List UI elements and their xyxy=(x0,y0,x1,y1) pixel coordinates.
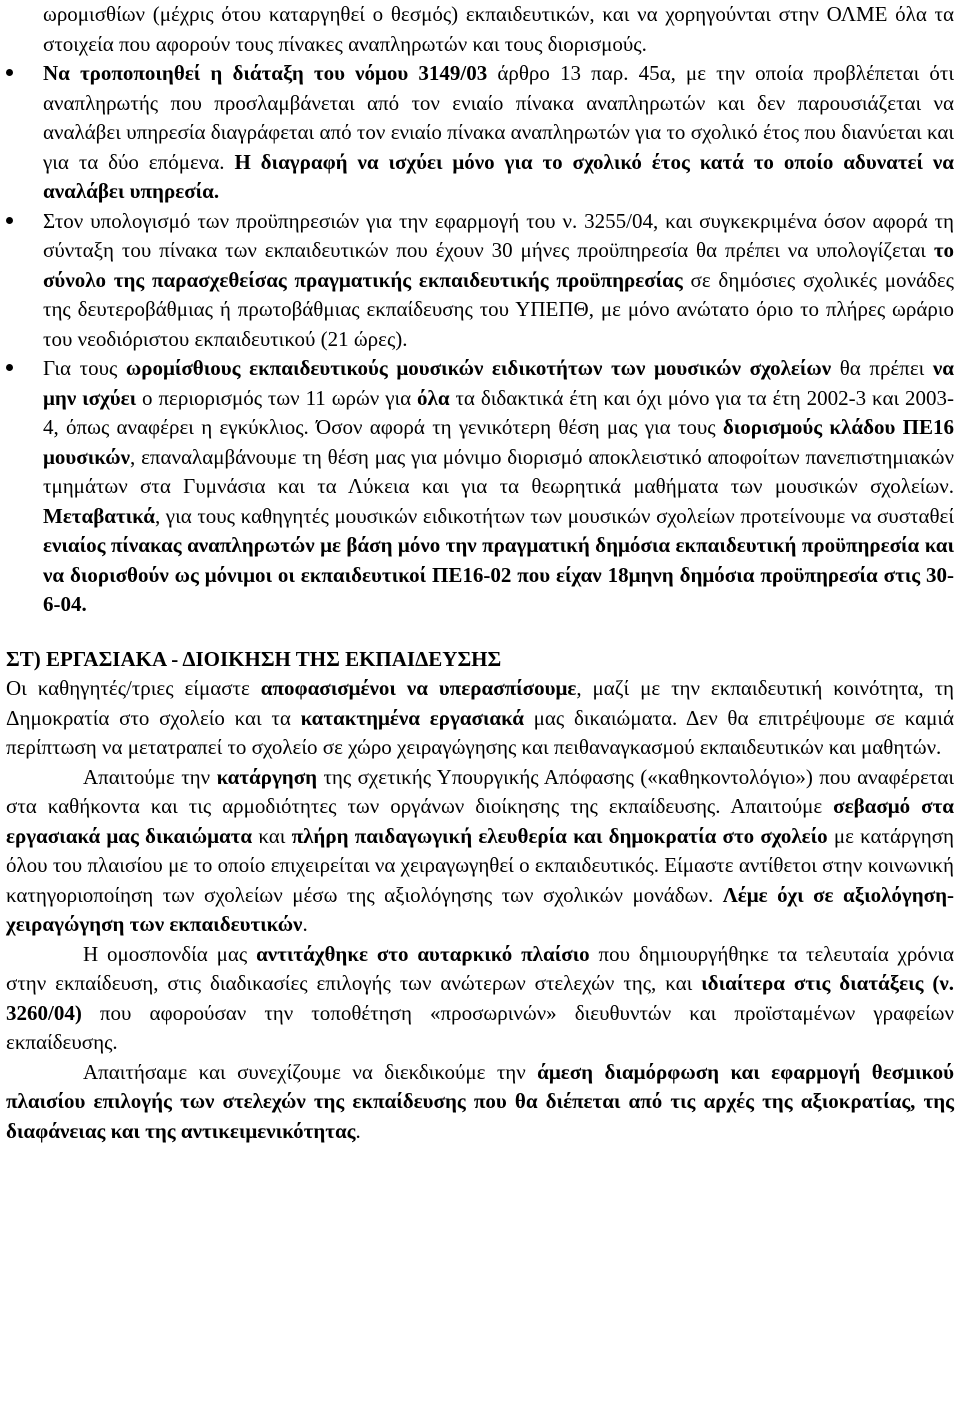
body-text: . xyxy=(355,1118,361,1143)
body-text: Η ομοσπονδία μας xyxy=(83,941,257,966)
body-text: με κατάργηση όλου του πλαισίου με το οποίο επιχειρείται να χειραγωγηθεί ο εκπαιδευτικός. Είμαστε αντίθετοι στην κοινωνική κατηγοριοποίηση των σχολείων μέσω της αξιολόγησης των σχολικών μονάδων. xyxy=(6,823,955,907)
bold-text: αποφασισμένοι να υπερασπίσουμε xyxy=(260,676,577,700)
body-text: ο περιορισμός των 11 ωρών για xyxy=(136,385,418,410)
list-item-music-teachers xyxy=(6,354,954,620)
body-text: και xyxy=(252,823,292,848)
bold-text: το σύνολο της παρασχεθείσας πραγματικής εκπαιδευτικής προϋπηρεσίας xyxy=(43,238,954,292)
paragraph-federation xyxy=(6,940,954,1058)
body-text: Οι καθηγητές/τριες είμαστε xyxy=(6,676,261,700)
body-text: θα πρέπει xyxy=(831,356,933,380)
bold-text: κατάργηση xyxy=(216,764,318,789)
bold-text: ενιαίος πίνακας αναπληρωτών με βάση μόνο την πραγματική δημόσια εκπαιδευτική προϋπηρεσία και να διορισθούν ως μόνιμοι οι εκπαιδευτικοί ΠΕ16-02 που είχαν 18μηνη δημόσια προϋπηρεσία στις 30-6-04. xyxy=(43,533,954,616)
body-text: της σχετικής Υπουργικής Απόφασης («καθηκοντολόγιο») που αναφέρεται στα καθήκοντα και τις αρμοδιότητες των οργάνων διοίκησης της εκπαίδευσης. Απαιτούμε xyxy=(6,764,954,818)
bold-text: Να τροποποιηθεί η διάταξη του νόμου 3149/03 xyxy=(43,61,488,85)
body-text: Στον υπολογισμό των προϋπηρεσιών για την εφαρμογή του ν. 3255/04, και συγκεκριμένα όσον αφορά τη σύνταξη του πίνακα των εκπαιδευτικών που έχουν 30 μήνες προϋπηρεσία θα πρέπει να υπολογίζεται xyxy=(43,208,954,262)
body-text: , επαναλαμβάνουμε τη θέση μας για μόνιμο διορισμό αποκλειστικό αποφοίτων πανεπιστημιακών τμημάτων στα Γυμνάσια και τα Λύκεια και για τα θεωρητικά μαθήματα των μουσικών σχολείων. xyxy=(43,444,954,498)
body-text: Απαιτούμε την xyxy=(83,764,217,789)
body-text: , μαζί με την εκπαιδευτική κοινότητα, τη Δημοκρατία στο σχολείο και τα xyxy=(6,676,955,730)
bold-text: Μεταβατικά xyxy=(43,503,155,528)
body-text: , για τους καθηγητές μουσικών ειδικοτήτων των μουσικών σχολείων προτείνουμε να συσταθεί xyxy=(154,503,954,528)
paragraph-demands xyxy=(6,1058,954,1147)
bold-text: ωρομίσθιους εκπαιδευτικούς μουσικών ειδικοτήτων των μουσικών σχολείων xyxy=(125,356,832,380)
bullet-dot-icon xyxy=(6,217,13,224)
body-text: Για τους xyxy=(43,356,126,380)
bold-text: όλα xyxy=(417,385,450,410)
body-text: Απαιτήσαμε και συνεχίζουμε να διεκδικούμε την xyxy=(83,1059,538,1084)
bullet-dot-icon xyxy=(6,69,13,76)
bold-text: πλήρη παιδαγωγική ελευθερία και δημοκρατία στο σχολείο xyxy=(291,823,828,848)
bullet-dot-icon xyxy=(6,364,13,371)
body-text: μας δικαιώματα. Δεν θα επιτρέψουμε σε καμιά περίπτωση να μετατραπεί το σχολείο σε χώρο χειραγώγησης και πειθαναγκασμού εκπαιδευτικών και μαθητών. xyxy=(6,705,955,759)
bold-text: κατακτημένα εργασιακά xyxy=(300,705,524,730)
paragraph-abolition xyxy=(6,763,954,940)
list-item-law-3255 xyxy=(6,207,954,355)
section-heading: ΣΤ) ΕΡΓΑΣΙΑΚΑ - ΔΙΟΙΚΗΣΗ ΤΗΣ ΕΚΠΑΙΔΕΥΣΗΣ xyxy=(6,646,502,671)
bold-text: σεβασμό στα εργασιακά μας δικαιώματα xyxy=(6,794,954,848)
list-item-law-3149 xyxy=(6,59,954,207)
bold-text: άμεση διαμόρφωση και εφαρμογή θεσμικού πλαισίου επιλογής των στελεχών της εκπαίδευσης που θα διέπεται από τις αρχές της αξιοκρατίας, της διαφάνειας και της αντικειμενικότητας xyxy=(6,1059,954,1143)
intro-continuation: ωρομισθίων (μέχρις ότου καταργηθεί ο θεσμός) εκπαιδευτικών, και να χορηγούνται στην ΟΛΜΕ όλα τα στοιχεία που αφορούν τους πίνακες αναπληρωτών και τους διορισμούς. xyxy=(43,2,954,56)
body-text: σε δημόσιες σχολικές μονάδες της δευτεροβάθμιας ή πρωτοβάθμιας εκπαίδευσης του ΥΠΕΠΘ, με μόνο ανώτατο όριο το πλήρες ωράριο του νεοδιόριστου εκπαιδευτικού (21 ώρες). xyxy=(43,267,954,351)
bold-text: διορισμούς κλάδου ΠΕ16 μουσικών xyxy=(43,415,954,469)
paragraph-rights xyxy=(6,674,954,763)
body-text: που αφορούσαν την τοποθέτηση «προσωρινών» διευθυντών και προϊσταμένων γραφείων εκπαίδευσης. xyxy=(6,1000,954,1054)
body-text: άρθρο 13 παρ. 45α, με την οποία προβλέπεται ότι αναπληρωτής που προσλαμβάνεται από τον ενιαίο πίνακα αναπληρωτών και δεν παρουσιάζεται να αναλάβει υπηρεσία διαγράφεται από τον ενιαίο πίνακα αναπληρωτών για το σχολικό έτος που διανύεται και για τα δύο επόμενα. xyxy=(43,61,955,174)
bold-text: Η διαγραφή να ισχύει μόνο για το σχολικό έτος κατά το οποίο αδυνατεί να αναλάβει υπηρεσία. xyxy=(43,149,954,203)
bold-text: να μην ισχύει xyxy=(43,356,954,410)
body-text: τα διδακτικά έτη και όχι μόνο για τα έτη 2002-3 και 2003-4, όπως αναφέρει η εγκύκλιος. Όσον αφορά τη γενικότερη θέση μας για τους xyxy=(43,385,955,439)
bold-text: ιδιαίτερα στις διατάξεις (ν. 3260/04) xyxy=(6,971,954,1025)
bold-text: αντιτάχθηκε στο αυταρκικό πλαίσιο xyxy=(256,941,590,966)
bold-text: Λέμε όχι σε αξιολόγηση-χειραγώγηση των εκπαιδευτικών xyxy=(6,882,954,936)
body-text: που δημιουργήθηκε τα τελευταία χρόνια στην εκπαίδευση, στις διαδικασίες επιλογής των ανώτερων στελεχών της, και xyxy=(6,941,955,995)
body-text: . xyxy=(302,912,308,936)
